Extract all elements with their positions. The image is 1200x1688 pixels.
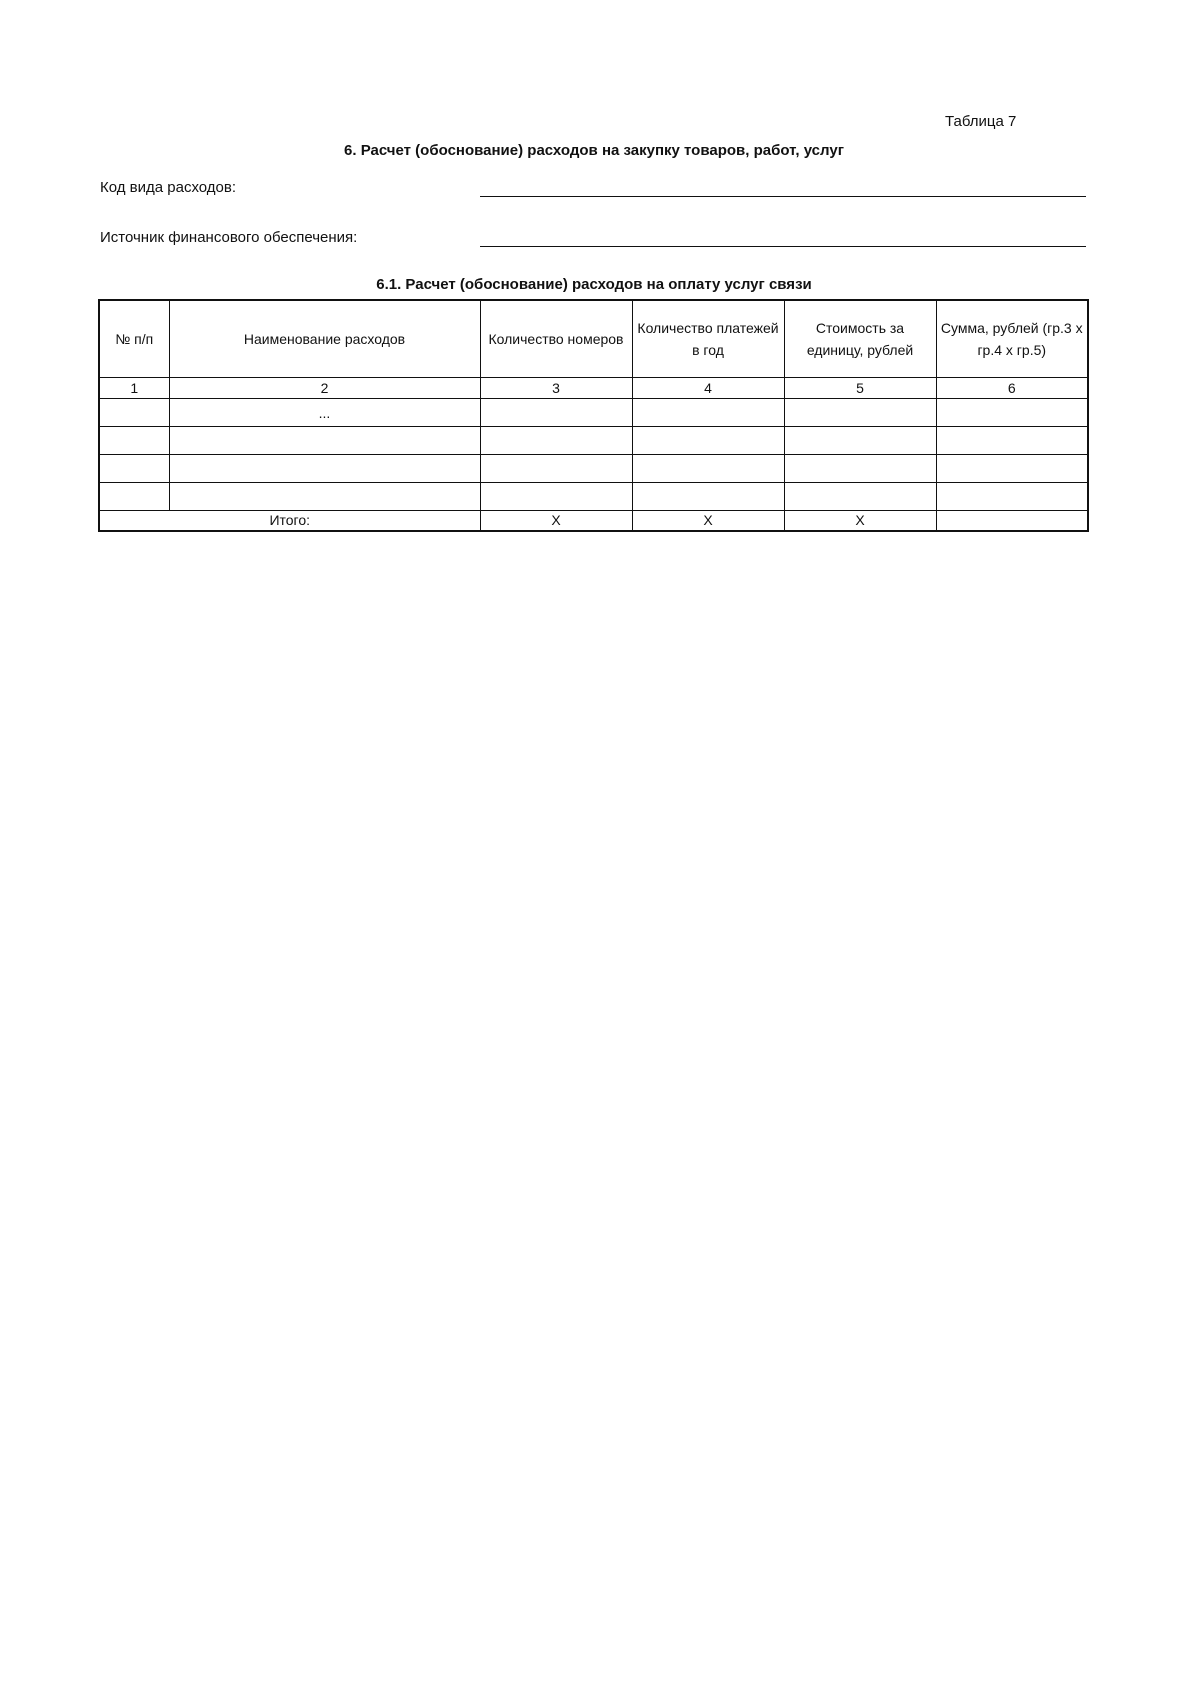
table-cell[interactable] bbox=[936, 427, 1088, 455]
column-number-cell: 6 bbox=[936, 378, 1088, 399]
table-cell[interactable] bbox=[784, 483, 936, 511]
column-number-cell: 4 bbox=[632, 378, 784, 399]
table-cell[interactable] bbox=[784, 399, 936, 427]
table-cell[interactable] bbox=[632, 399, 784, 427]
table-cell[interactable] bbox=[99, 399, 169, 427]
table-cell[interactable] bbox=[784, 455, 936, 483]
table-cell[interactable] bbox=[480, 483, 632, 511]
header-cell: Наименование расходов bbox=[169, 300, 480, 378]
table-cell[interactable] bbox=[632, 455, 784, 483]
table-cell[interactable] bbox=[169, 455, 480, 483]
section-title: 6. Расчет (обоснование) расходов на закупку товаров, работ, услуг bbox=[344, 142, 844, 159]
table-row bbox=[99, 455, 1088, 483]
total-cell: Х bbox=[632, 511, 784, 532]
funding-source-line[interactable] bbox=[480, 246, 1086, 247]
header-cell: Сумма, рублей (гр.3 х гр.4 х гр.5) bbox=[936, 300, 1088, 378]
table-cell[interactable] bbox=[936, 399, 1088, 427]
total-row bbox=[99, 511, 1088, 532]
table-cell[interactable] bbox=[632, 483, 784, 511]
total-sum-cell[interactable] bbox=[936, 511, 1088, 532]
table-cell[interactable] bbox=[480, 455, 632, 483]
header-cell: № п/п bbox=[99, 300, 169, 378]
table-number: Таблица 7 bbox=[945, 113, 1017, 130]
table-cell[interactable] bbox=[480, 427, 632, 455]
header-cell: Стоимость за единицу, рублей bbox=[784, 300, 936, 378]
expense-type-code-label: Код вида расходов: bbox=[100, 179, 237, 196]
table-cell[interactable]: ... bbox=[169, 399, 480, 427]
header-cell: Количество номеров bbox=[480, 300, 632, 378]
table-cell[interactable] bbox=[169, 483, 480, 511]
header-cell: Количество платежей в год bbox=[632, 300, 784, 378]
total-cell: Х bbox=[784, 511, 936, 532]
table-cell[interactable] bbox=[936, 455, 1088, 483]
column-number-cell: 1 bbox=[99, 378, 169, 399]
table-cell[interactable] bbox=[784, 427, 936, 455]
communication-expenses-table bbox=[98, 299, 1089, 532]
table-row bbox=[99, 399, 1088, 427]
funding-source-label: Источник финансового обеспечения: bbox=[100, 229, 358, 246]
total-cell: Х bbox=[480, 511, 632, 532]
subsection-title: 6.1. Расчет (обоснование) расходов на оплату услуг связи bbox=[376, 276, 812, 293]
table-cell[interactable] bbox=[936, 483, 1088, 511]
table-header-row bbox=[99, 300, 1088, 378]
table-row bbox=[99, 483, 1088, 511]
table-cell[interactable] bbox=[169, 427, 480, 455]
table-cell[interactable] bbox=[480, 399, 632, 427]
column-number-cell: 5 bbox=[784, 378, 936, 399]
expense-type-code-line[interactable] bbox=[480, 196, 1086, 197]
table-cell[interactable] bbox=[99, 455, 169, 483]
column-number-cell: 3 bbox=[480, 378, 632, 399]
column-number-cell: 2 bbox=[169, 378, 480, 399]
table-cell[interactable] bbox=[99, 427, 169, 455]
table-row bbox=[99, 427, 1088, 455]
column-number-row bbox=[99, 378, 1088, 399]
table-cell[interactable] bbox=[632, 427, 784, 455]
total-label: Итого: bbox=[99, 511, 480, 532]
table-cell[interactable] bbox=[99, 483, 169, 511]
